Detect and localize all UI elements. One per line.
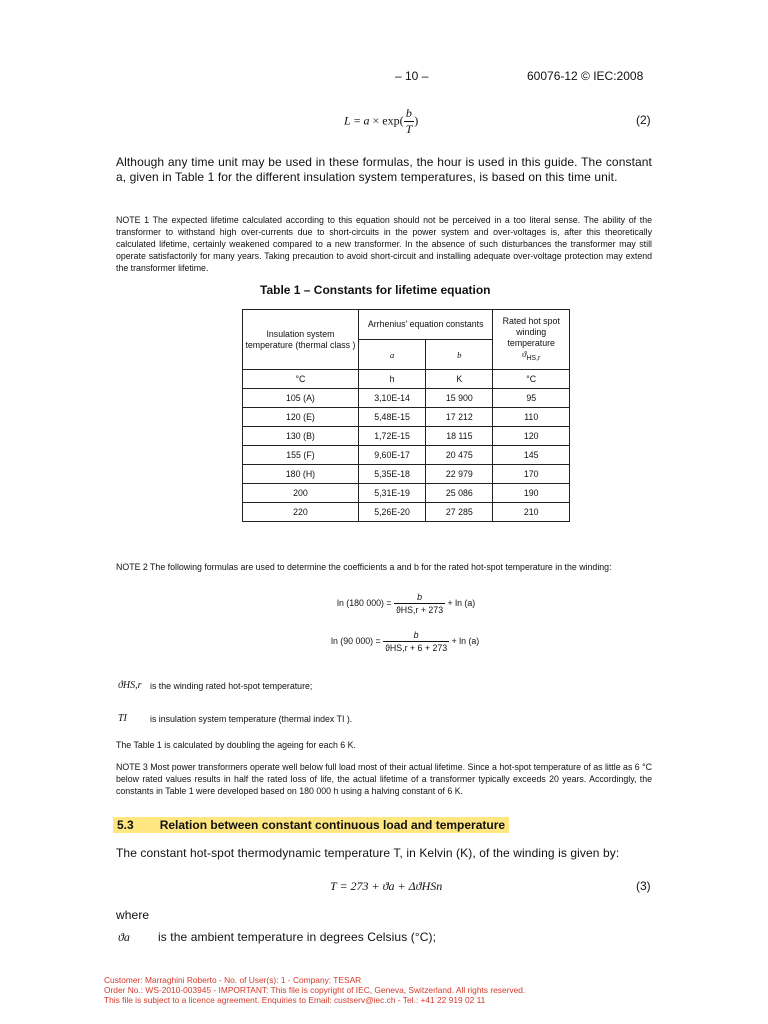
section-title: Relation between constant continuous load and temperature bbox=[156, 817, 509, 833]
cell-rated: 190 bbox=[493, 484, 570, 503]
cell-rated: 210 bbox=[493, 503, 570, 522]
cell-b: 27 285 bbox=[426, 503, 493, 522]
symbol-ti: TI bbox=[118, 713, 127, 724]
cell-rated: 120 bbox=[493, 427, 570, 446]
definition-ti: is insulation system temperature (thermal index TI ). bbox=[150, 714, 353, 724]
symbol-theta-a: ϑa bbox=[118, 930, 130, 944]
section-heading bbox=[113, 816, 509, 834]
footer-line-customer: Customer: Marraghini Roberto - No. of User(s): 1 - Company: TESAR bbox=[104, 975, 362, 985]
where-label: where bbox=[116, 908, 150, 922]
table-title: Table 1 – Constants for lifetime equation bbox=[260, 283, 491, 297]
table-row bbox=[243, 484, 570, 503]
cell-a: 5,31E-19 bbox=[358, 484, 425, 503]
cell-a: 3,10E-14 bbox=[358, 389, 425, 408]
cell-class: 220 bbox=[243, 503, 359, 522]
copyright-footer bbox=[104, 975, 724, 1005]
table-row bbox=[243, 446, 570, 465]
cell-a: 9,60E-17 bbox=[358, 446, 425, 465]
equation-2-number: (2) bbox=[636, 113, 651, 127]
equation-2: L = a × exp( $\frac{b}{T}$ ) bbox=[344, 106, 419, 136]
table-row bbox=[243, 389, 570, 408]
cell-a: 5,35E-18 bbox=[358, 465, 425, 484]
table-row bbox=[243, 408, 570, 427]
cell-a: 1,72E-15 bbox=[358, 427, 425, 446]
note-2: NOTE 2 The following formulas are used to determine the coefficients a and b for the rated hot-spot temperature in the winding: bbox=[116, 562, 612, 572]
cell-a: 5,48E-15 bbox=[358, 408, 425, 427]
formula-90000: ln (90 000) = $\frac{b}{\text{ϑHS,r + 6 + 273}}$ + ln (a) bbox=[331, 630, 480, 653]
header-insulation-temp: Insulation system temperature (thermal class ) bbox=[243, 310, 359, 370]
cell-b: 22 979 bbox=[426, 465, 493, 484]
table-row bbox=[243, 427, 570, 446]
equation-3: T = 273 + ϑa + ΔϑHSn bbox=[330, 879, 443, 893]
cell-b: 18 115 bbox=[426, 427, 493, 446]
header-arrhenius: Arrhenius' equation constants bbox=[358, 310, 493, 340]
header-b: b bbox=[426, 340, 493, 370]
cell-b: 17 212 bbox=[426, 408, 493, 427]
cell-class: 180 (H) bbox=[243, 465, 359, 484]
footer-line-order: Order No.: WS-2010-003945 - IMPORTANT: This file is copyright of IEC, Geneva, Switzerland. All rights reserved. bbox=[104, 985, 526, 995]
symbol-theta-hsr: ϑHS,r bbox=[118, 680, 142, 691]
cell-a: 5,26E-20 bbox=[358, 503, 425, 522]
header-rated-hot-spot: Rated hot spot winding temperature $ϑ_{HS,r}$ bbox=[493, 310, 570, 370]
document-id: 60076-12 © IEC:2008 bbox=[527, 69, 644, 83]
unit-cell: K bbox=[426, 370, 493, 389]
paragraph-time-unit: Although any time unit may be used in these formulas, the hour is used in this guide. The constant a, given in Table 1 for the different insulation system temperatures, is based on this time unit. bbox=[116, 155, 652, 184]
constants-table bbox=[242, 309, 570, 522]
table-row bbox=[243, 503, 570, 522]
cell-class: 200 bbox=[243, 484, 359, 503]
cell-rated: 110 bbox=[493, 408, 570, 427]
cell-rated: 170 bbox=[493, 465, 570, 484]
cell-class: 120 (E) bbox=[243, 408, 359, 427]
cell-rated: 95 bbox=[493, 389, 570, 408]
unit-cell: h bbox=[358, 370, 425, 389]
footer-line-licence: This file is subject to a licence agreement. Enquiries to Email: custserv@iec.ch - Tel.: +41 22 919 02 11 bbox=[104, 995, 486, 1005]
cell-class: 105 (A) bbox=[243, 389, 359, 408]
cell-b: 20 475 bbox=[426, 446, 493, 465]
unit-cell: °C bbox=[243, 370, 359, 389]
definition-theta-hsr: is the winding rated hot-spot temperature; bbox=[150, 681, 313, 691]
cell-class: 155 (F) bbox=[243, 446, 359, 465]
cell-class: 130 (B) bbox=[243, 427, 359, 446]
equation-3-number: (3) bbox=[636, 879, 651, 893]
header-a: a bbox=[358, 340, 425, 370]
note-1: NOTE 1 The expected lifetime calculated according to this equation should not be perceived in a too literal sense. The ability of the transformer to withstand high over-currents due to short-circuits in the power system and over-voltages is, after this theoretically calculated lifetime, certainly weakened compared to a new transformer. In the absence of such disturbances the transformer may still operate satisfactorily for many years. Taking precaution to avoid short-circuit and installing adequate over-voltage protection may extend the transformer lifetime. bbox=[116, 215, 652, 273]
cell-rated: 145 bbox=[493, 446, 570, 465]
unit-cell: °C bbox=[493, 370, 570, 389]
formula-180000: ln (180 000) = $\frac{b}{\text{ϑHS,r + 273}}$ + ln (a) bbox=[337, 592, 476, 615]
paragraph-hot-spot: The constant hot-spot thermodynamic temperature T, in Kelvin (K), of the winding is given by: bbox=[116, 846, 620, 860]
cell-b: 15 900 bbox=[426, 389, 493, 408]
page-number: – 10 – bbox=[395, 69, 429, 83]
definition-theta-a: is the ambient temperature in degrees Celsius (°C); bbox=[158, 930, 437, 944]
section-number: 5.3 bbox=[113, 817, 156, 833]
table-row bbox=[243, 465, 570, 484]
table-calc-note: The Table 1 is calculated by doubling the ageing for each 6 K. bbox=[116, 740, 356, 750]
note-3: NOTE 3 Most power transformers operate well below full load most of their actual lifetime. Since a hot-spot temperature of as little as 6 °C below rated values results in half the rated loss of life, the actual lifetime of a transformer typically exceeds 20 years. Accordingly, the constants in Table 1 were developed based on 180 000 h using a halving constant of 6 K. bbox=[116, 762, 652, 796]
cell-b: 25 086 bbox=[426, 484, 493, 503]
